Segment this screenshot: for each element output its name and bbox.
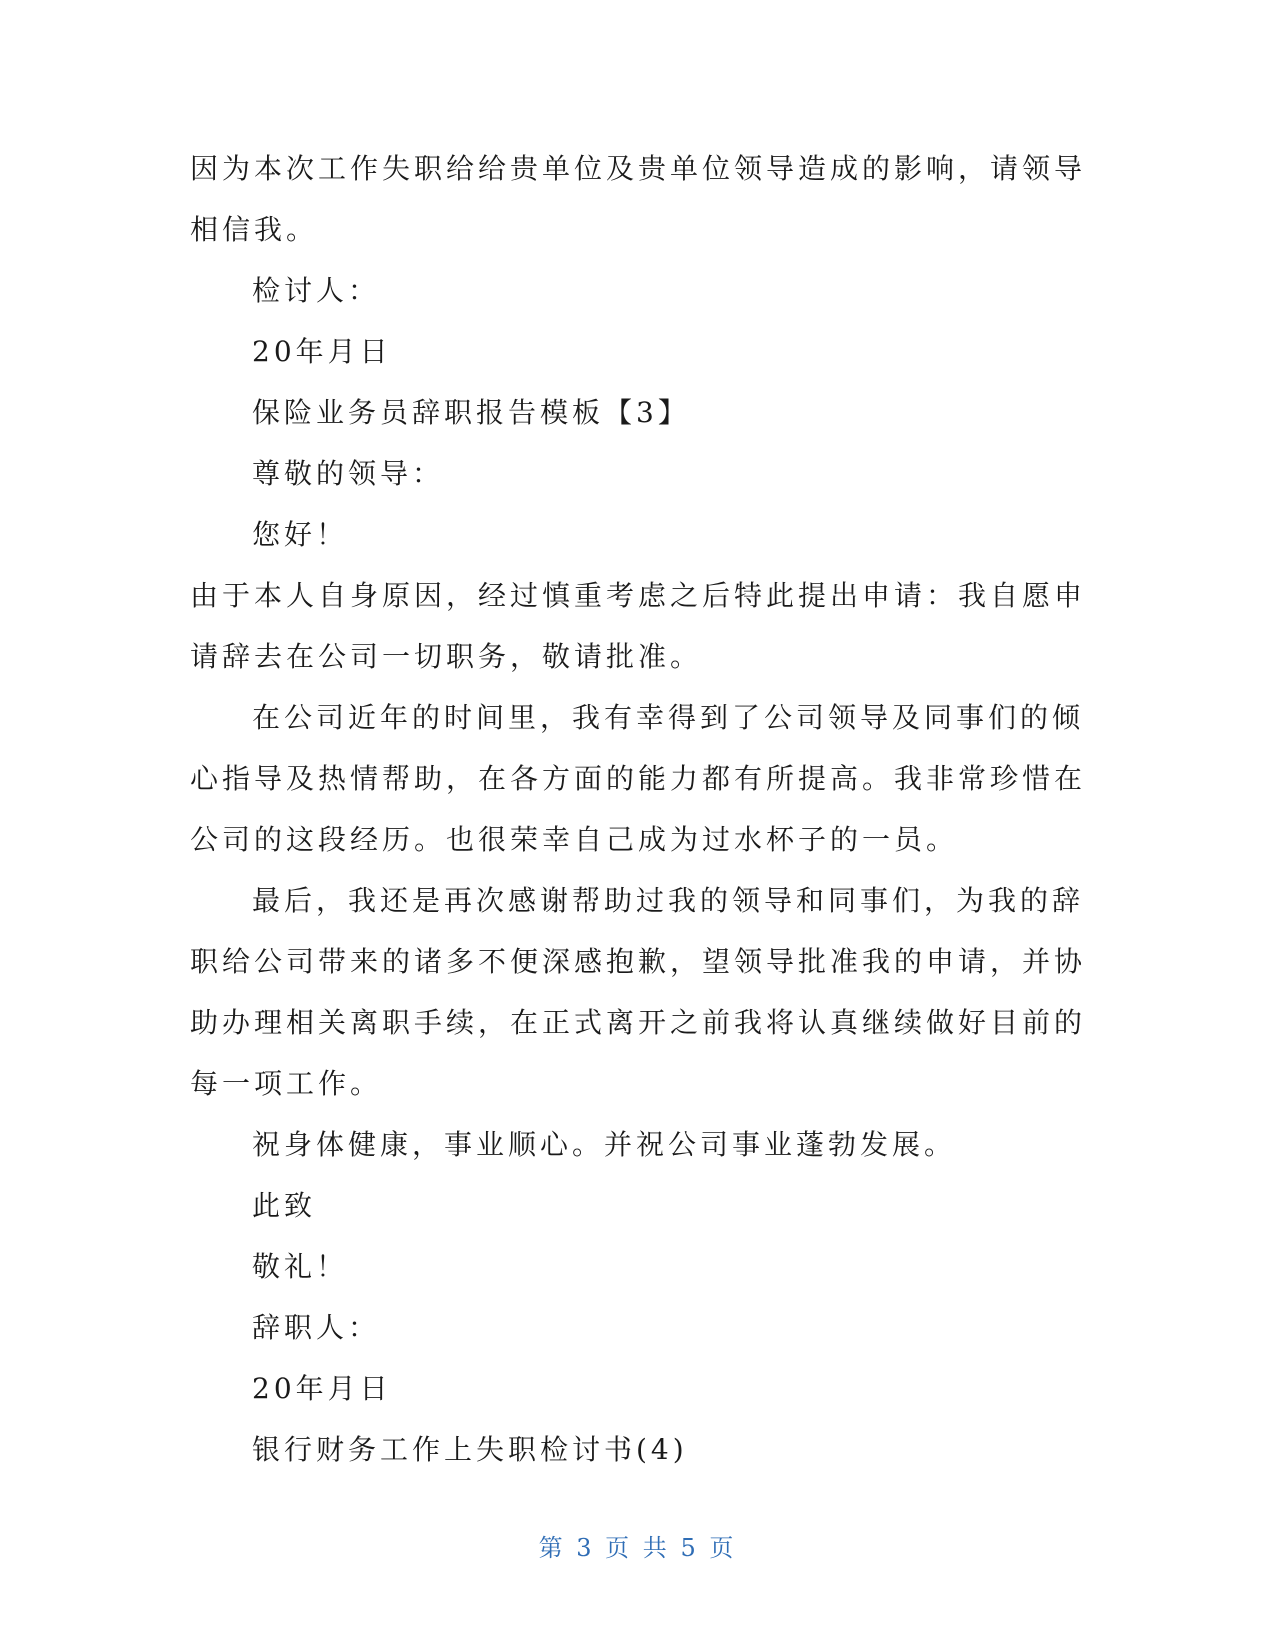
body-line: 因为本次工作失职给给贵单位及贵单位领导造成的影响，请领导 (190, 152, 1087, 185)
section-title: 保险业务员辞职报告模板【3】 (252, 396, 690, 429)
body-line: 由于本人自身原因，经过慎重考虑之后特此提出申请：我自愿申 (190, 579, 1087, 612)
body-line: 心指导及热情帮助，在各方面的能力都有所提高。我非常珍惜在 (190, 762, 1087, 795)
closing-line: 敬礼！ (252, 1250, 349, 1283)
closing-line: 此致 (252, 1189, 317, 1222)
body-line: 公司的这段经历。也很荣幸自己成为过水杯子的一员。 (190, 823, 959, 856)
body-line: 相信我。 (190, 213, 319, 246)
document-body (190, 138, 1087, 1480)
salutation: 尊敬的领导： (252, 457, 445, 490)
section-title: 银行财务工作上失职检讨书(4) (252, 1433, 688, 1466)
body-line: 请辞去在公司一切职务，敬请批准。 (190, 640, 703, 673)
wishes-line: 祝身体健康，事业顺心。并祝公司事业蓬勃发展。 (252, 1128, 957, 1161)
body-line: 职给公司带来的诸多不便深感抱歉，望领导批准我的申请，并协 (190, 945, 1087, 978)
date-line: 20年月日 (252, 1372, 392, 1405)
reviewer-label: 检讨人： (252, 274, 381, 307)
body-line: 助办理相关离职手续，在正式离开之前我将认真继续做好目前的 (190, 1006, 1087, 1039)
page-number: 第 3 页 共 5 页 (538, 1534, 737, 1562)
resigner-label: 辞职人： (252, 1311, 381, 1344)
body-line: 最后，我还是再次感谢帮助过我的领导和同事们，为我的辞 (252, 884, 1085, 917)
body-line: 在公司近年的时间里，我有幸得到了公司领导及同事们的倾 (252, 701, 1085, 734)
date-line: 20年月日 (252, 335, 392, 368)
greeting: 您好！ (252, 518, 349, 551)
body-line: 每一项工作。 (190, 1067, 383, 1100)
